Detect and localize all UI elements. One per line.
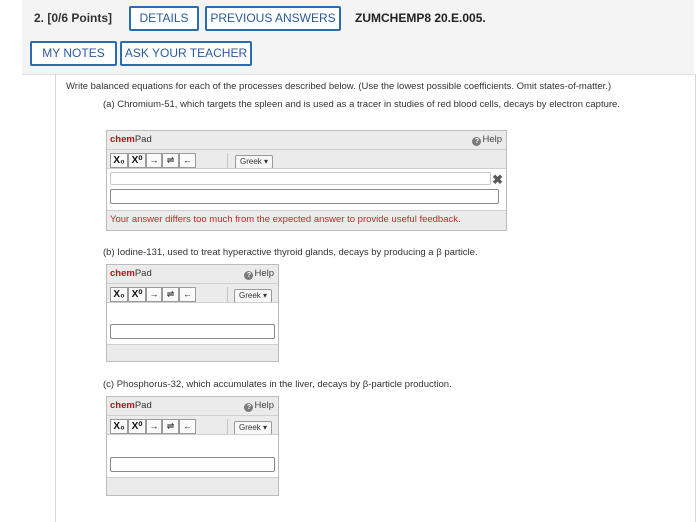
chempad-toolbar <box>107 149 506 168</box>
chempad-title-bold: chem <box>110 400 135 411</box>
chempad-part-b <box>106 264 279 362</box>
chempad-title <box>110 268 152 279</box>
instructions-text: Write balanced equations for each of the processes described below. (Use the lowest possible coefficients. Omit states-of-matter.) <box>66 81 612 92</box>
chempad-help-link[interactable] <box>244 268 274 280</box>
my-notes-button[interactable]: MY NOTES <box>30 41 117 66</box>
feedback-message: Your answer differs too much from the expected answer to provide useful feedback. <box>110 214 461 225</box>
question-number <box>34 11 112 25</box>
chempad-title-bold: chem <box>110 268 135 279</box>
answer-input-part-a[interactable] <box>110 189 499 204</box>
subscript-button[interactable]: X₀ <box>110 153 128 168</box>
question-number-value: 2. <box>34 11 45 25</box>
chempad-title <box>110 400 152 411</box>
subscript-button[interactable]: X₀ <box>110 419 128 434</box>
details-button[interactable]: DETAILS <box>129 6 199 31</box>
question-header <box>22 0 694 75</box>
equilibrium-arrow-button[interactable]: ⇌ <box>162 419 179 434</box>
reaction-arrow-button[interactable]: → <box>146 153 162 168</box>
superscript-button[interactable]: X⁰ <box>128 153 146 168</box>
ask-your-teacher-button[interactable]: ASK YOUR TEACHER <box>120 41 252 66</box>
equilibrium-arrow-button[interactable]: ⇌ <box>162 153 179 168</box>
reaction-arrow-button[interactable]: → <box>146 287 162 302</box>
reverse-arrow-button[interactable]: ← <box>179 419 196 434</box>
chempad-answer-area <box>107 168 506 211</box>
greek-dropdown[interactable]: Greek ▾ <box>234 289 272 303</box>
help-icon: ? <box>244 271 253 280</box>
question-points: [0/6 Points] <box>47 11 113 25</box>
chempad-help-label: Help <box>254 268 274 279</box>
part-b-label: (b) Iodine-131, used to treat hyperactive thyroid glands, decays by producing a β particle. <box>103 247 478 258</box>
greek-dropdown[interactable]: Greek ▾ <box>234 421 272 435</box>
chempad-header <box>107 265 278 283</box>
chempad-header <box>107 131 506 149</box>
question-code: ZUMCHEMP8 20.E.005. <box>355 11 486 25</box>
help-icon: ? <box>472 137 481 146</box>
question-content <box>55 74 696 522</box>
chempad-help-link[interactable] <box>472 134 502 146</box>
greek-dropdown[interactable]: Greek ▾ <box>235 155 273 169</box>
previous-answers-button[interactable]: PREVIOUS ANSWERS <box>205 6 341 31</box>
reaction-arrow-button[interactable]: → <box>146 419 162 434</box>
chempad-header <box>107 397 278 415</box>
chempad-help-label: Help <box>254 400 274 411</box>
chempad-toolbar <box>107 415 278 434</box>
superscript-button[interactable]: X⁰ <box>128 287 146 302</box>
incorrect-x-icon: ✖ <box>492 172 503 187</box>
chempad-title <box>110 134 152 145</box>
chempad-answer-area <box>107 302 278 345</box>
answer-input-part-c[interactable] <box>110 457 275 472</box>
reverse-arrow-button[interactable]: ← <box>179 287 196 302</box>
subscript-button[interactable]: X₀ <box>110 287 128 302</box>
chempad-help-label: Help <box>482 134 502 145</box>
chempad-title-rest: Pad <box>134 134 152 145</box>
answer-input-part-b[interactable] <box>110 324 275 339</box>
part-a-label: (a) Chromium-51, which targets the spleen and is used as a tracer in studies of red blood cells, decays by electron capture. <box>103 99 620 110</box>
chempad-title-bold: chem <box>110 134 135 145</box>
chempad-title-rest: Pad <box>134 268 152 279</box>
chempad-toolbar <box>107 283 278 302</box>
chempad-title-rest: Pad <box>134 400 152 411</box>
chempad-help-link[interactable] <box>244 400 274 412</box>
chempad-part-c <box>106 396 279 496</box>
chempad-answer-area <box>107 434 278 478</box>
chempad-preview-field <box>110 172 491 185</box>
chempad-part-a <box>106 130 507 231</box>
part-c-label: (c) Phosphorus-32, which accumulates in the liver, decays by β-particle production. <box>103 379 452 390</box>
superscript-button[interactable]: X⁰ <box>128 419 146 434</box>
equilibrium-arrow-button[interactable]: ⇌ <box>162 287 179 302</box>
reverse-arrow-button[interactable]: ← <box>179 153 196 168</box>
help-icon: ? <box>244 403 253 412</box>
